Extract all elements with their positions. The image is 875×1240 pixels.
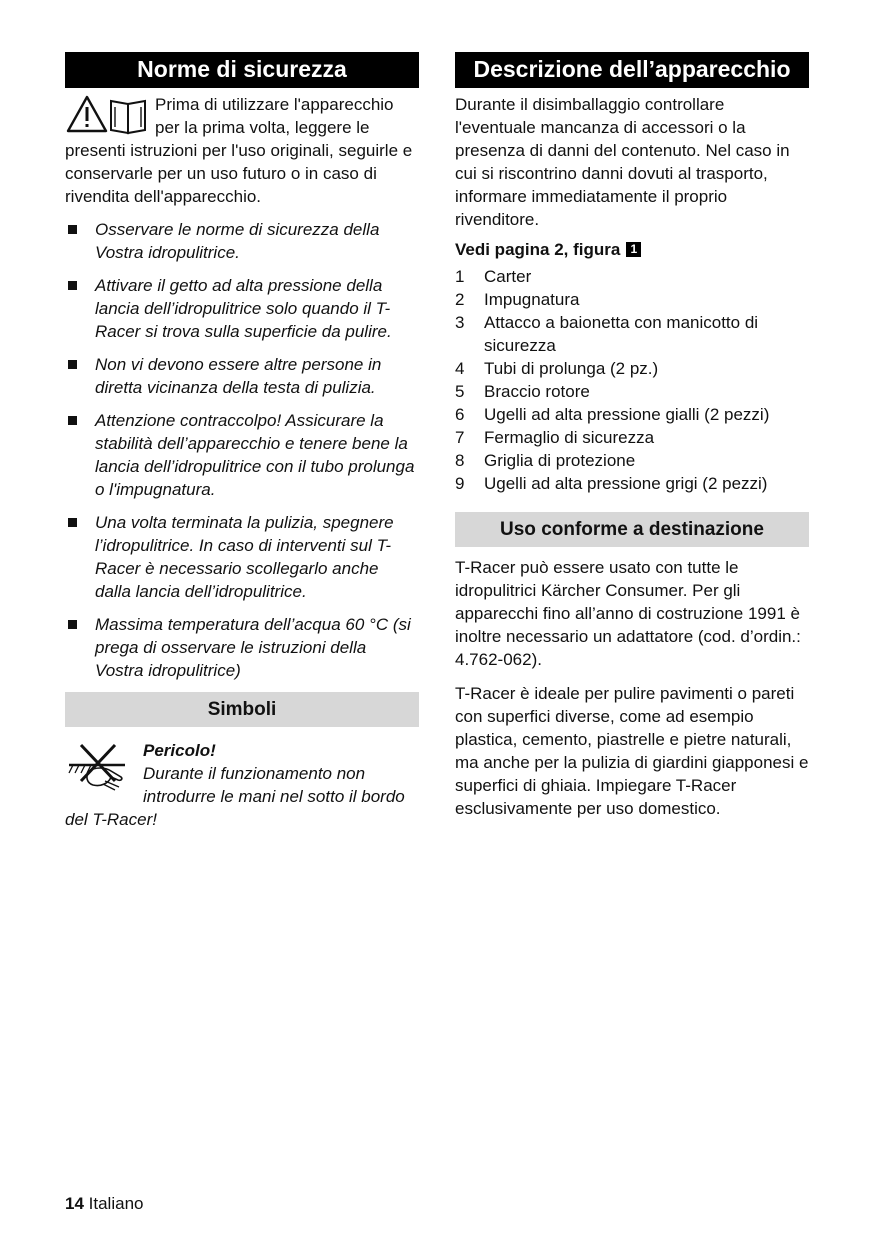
- page-number: 14: [65, 1194, 84, 1213]
- safety-intro: [65, 93, 419, 208]
- square-bullet-icon: [68, 518, 77, 527]
- manual-book-icon: [111, 101, 145, 133]
- square-bullet-icon: [68, 225, 77, 234]
- symbols-section: [65, 692, 419, 831]
- list-item: 1 Carter: [455, 267, 532, 286]
- danger-title: Pericolo!: [143, 741, 216, 760]
- safety-intro-text: Prima di utilizzare l'apparecchio per la prima volta, leggere le presenti istruzioni per l'uso originali, seguirle e conservarle per un uso futuro o in caso di rivendita dell'apparecchio.: [65, 95, 413, 206]
- list-item: Non vi devono essere altre persone in diretta vicinanza della testa di pulizia.: [65, 353, 419, 399]
- square-bullet-icon: [68, 360, 77, 369]
- parts-list: [455, 265, 809, 495]
- symbols-heading: Simboli: [65, 692, 419, 727]
- description-text: Durante il disimballaggio controllare l'eventuale mancanza di accessori o la presenza di danni del contenuto. Nel caso in cui si riscontrino danni dovuti al trasporto, informare immediatamente il proprio rivenditore.: [455, 95, 790, 229]
- footer-language: Italiano: [88, 1194, 144, 1213]
- intended-use-section: [455, 512, 809, 820]
- description-heading: Descrizione dell’apparecchio: [455, 52, 809, 88]
- square-bullet-icon: [68, 281, 77, 290]
- figure-reference-text: Vedi pagina 2, figura: [455, 240, 621, 259]
- list-item: Attenzione contraccolpo! Assicurare la stabilità dell’apparecchio e tenere bene la lancia dell’idropulitrice con il tubo prolunga o l'impugnatura.: [65, 409, 419, 501]
- left-column: [65, 52, 419, 831]
- square-bullet-icon: [68, 416, 77, 425]
- warning-triangle-icon: [68, 97, 106, 131]
- list-item: 6 Ugelli ad alta pressione gialli (2 pezzi): [455, 405, 770, 424]
- list-item: 4 Tubi di prolunga (2 pz.): [455, 359, 659, 378]
- list-item: 5 Braccio rotore: [455, 382, 590, 401]
- list-item: Massima temperatura dell’acqua 60 °C (si prega di osservare le istruzioni della Vostra idropulitrice): [65, 613, 419, 682]
- list-item: 7 Fermaglio di sicurezza: [455, 428, 655, 447]
- list-item: 8 Griglia di protezione: [455, 451, 636, 470]
- intended-use-heading: Uso conforme a destinazione: [455, 512, 809, 547]
- safety-heading: Norme di sicurezza: [65, 52, 419, 88]
- list-item: Una volta terminata la pulizia, spegnere l’idropulitrice. In caso di interventi sul T-Racer è necessario scollegarlo anche dalla lancia dell’idropulitrice.: [65, 511, 419, 603]
- intended-use-text-2: T-Racer è ideale per pulire pavimenti o pareti con superfici diverse, come ad esempio plastica, cemento, piastrelle e pietre naturali, ma anche per la pulizia di giardini giapponesi e superfici di ghiaia. Impiegare T-Racer esclusivamente per uso domestico.: [455, 684, 809, 818]
- list-item: 3 Attacco a baionetta con manicotto di sicurezza: [455, 313, 759, 355]
- list-item: 9 Ugelli ad alta pressione grigi (2 pezzi): [455, 474, 768, 493]
- list-item: Osservare le norme di sicurezza della Vostra idropulitrice.: [65, 218, 419, 264]
- danger-text: Durante il funzionamento non introdurre le mani nel sotto il bordo del T-Racer!: [65, 764, 405, 829]
- figure-reference: [455, 238, 809, 261]
- right-column: [455, 52, 809, 820]
- figure-number-badge: 1: [626, 242, 641, 257]
- danger-notice: [65, 739, 419, 831]
- page-footer: [65, 1192, 143, 1215]
- list-item: Attivare il getto ad alta pressione della lancia dell’idropulitrice solo quando il T-Racer si trova sulla superficie da pulire.: [65, 274, 419, 343]
- safety-bullet-list: [65, 218, 419, 682]
- square-bullet-icon: [68, 620, 77, 629]
- warning-manual-icons: [65, 93, 149, 137]
- list-item: 2 Impugnatura: [455, 290, 580, 309]
- intended-use-text-1: T-Racer può essere usato con tutte le idropulitrici Kärcher Consumer. Per gli apparecchi fino all’anno di costruzione 1991 è inoltre necessario un adattatore (cod. d’ordin.: 4.762-062).: [455, 558, 801, 669]
- hand-danger-icon: [65, 741, 131, 793]
